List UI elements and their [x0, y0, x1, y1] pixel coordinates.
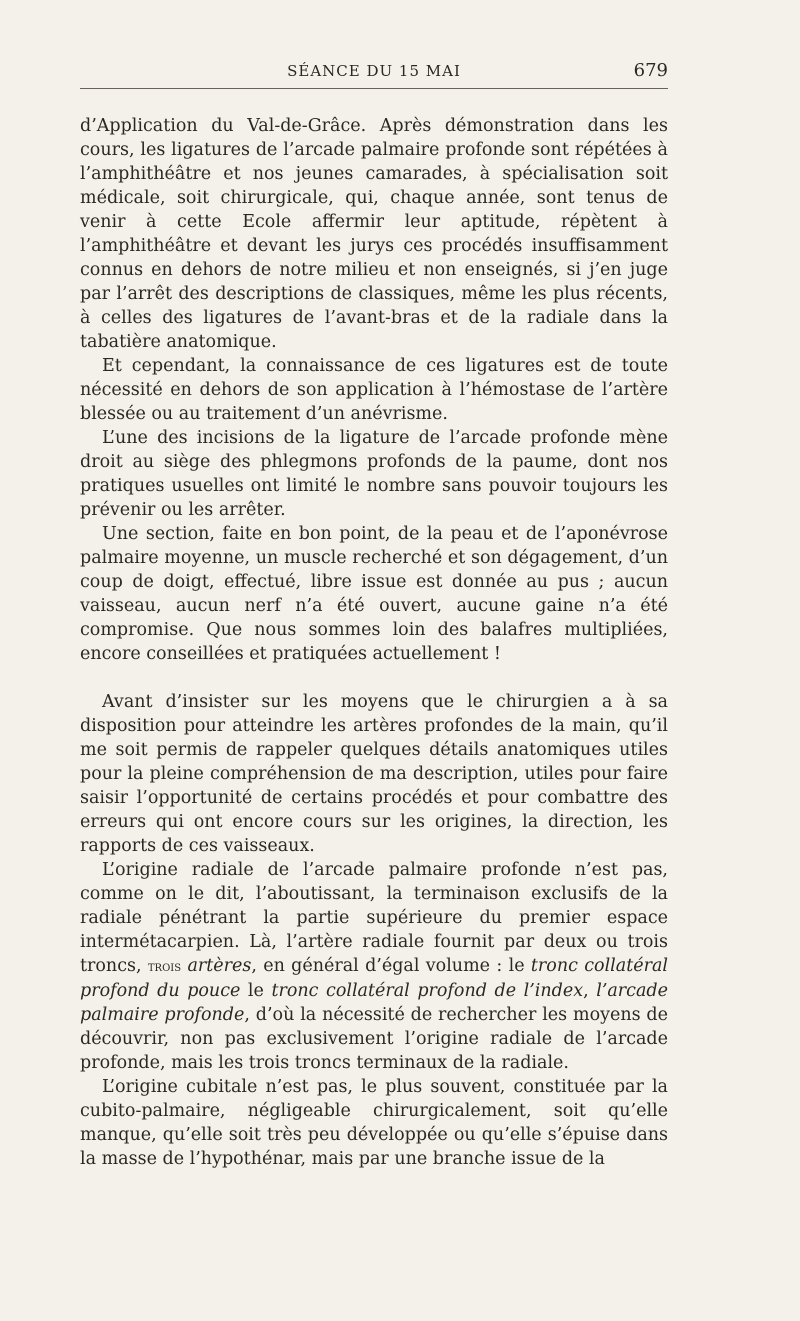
paragraph-1: d’Application du Val-de-Grâce. Après démonstration dans les cours, les ligatures de l’arcade palmaire profonde sont répétées à l’amphithéâtre et nos jeunes camarades, à spécialisation soit médicale, soit chirurgicale, qui, chaque année, sont tenus de venir à cette Ecole affermir leur aptitude, répètent à l’amphithéâtre et devant les jurys ces procédés insuffisamment connus en dehors de notre milieu et non enseignés, si j’en juge par l’arrêt des descriptions de classiques, même les plus récents, à celles des ligatures de l’avant-bras et de la radiale dans la tabatière anatomique.: [80, 116, 668, 352]
paragraph-6: [80, 858, 668, 1075]
paragraph-6-text-h: ,: [583, 981, 597, 1001]
paragraph-6-text-f: le: [240, 981, 272, 1001]
paragraph-4: Une section, faite en bon point, de la peau et de l’aponévrose palmaire moyenne, un muscle recherché et son dégagement, d’un coup de doigt, effectué, libre issue est donnée au pus ; aucun vaisseau, aucun nerf n’a été ouvert, aucune gaine n’a été compromise. Que nous sommes loin des balafres multipliées, encore conseillées et pratiquées actuellement !: [80, 524, 668, 664]
running-title: SÉANCE DU 15 MAI: [287, 62, 461, 80]
paragraph-6-text-a: L’origine radiale de l’arcade palmaire profonde n’est pas, comme on le dit, l’aboutissant, la terminaison exclusifs de la radiale pénétrant la partie supérieure du premier espace intermétacarpien. Là, l’artère radiale fournit par deux ou trois troncs,: [80, 860, 668, 976]
paragraph-6-text-j: , d’où la nécessité de rechercher les moyens de découvrir, non pas exclusivement l’origine radiale de l’arcade profonde, mais les trois troncs terminaux de la radiale.: [80, 1005, 668, 1073]
paragraph-6-italic-arteres: artères: [187, 956, 252, 976]
paragraph-6-italic-arcade: l’arcade palmaire profonde: [80, 981, 668, 1025]
paragraph-6-italic-pouce: tronc collatéral profond du pouce: [80, 956, 668, 1001]
paragraph-3: L’une des incisions de la ligature de l’arcade profonde mène droit au siège des phlegmons profonds de la paume, dont nos pratiques usuelles ont limité le nombre sans pouvoir toujours les prévenir ou les arrêter.: [80, 428, 668, 520]
paragraph-2: Et cependant, la connaissance de ces ligatures est de toute nécessité en dehors de son application à l’hémostase de l’artère blessée ou au traitement d’un anévrisme.: [80, 356, 668, 424]
running-header: [80, 58, 668, 89]
page-number: 679: [633, 60, 668, 81]
paragraph-6-smallcaps-trois: trois: [147, 959, 182, 975]
paragraph-6-italic-index: tronc collatéral profond de l’index: [271, 981, 584, 1001]
paragraph-5: Avant d’insister sur les moyens que le chirurgien a à sa disposition pour atteindre les artères profondes de la main, qu’il me soit permis de rappeler quelques détails anatomiques utiles pour la pleine compréhension de ma description, utiles pour faire saisir l’opportunité de certains procédés et pour combattre des erreurs qui ont encore cours sur les origines, la direction, les rapports de ces vaisseaux.: [80, 692, 668, 856]
body-text: [80, 114, 668, 1171]
paragraph-7: L’origine cubitale n’est pas, le plus souvent, constituée par la cubito-palmaire, négligeable chirurgicalement, soit qu’elle manque, qu’elle soit très peu développée ou qu’elle s’épuise dans la masse de l’hypothénar, mais par une branche issue de la: [80, 1077, 668, 1169]
paragraph-6-text-d: , en général d’égal volume : le: [251, 956, 531, 976]
